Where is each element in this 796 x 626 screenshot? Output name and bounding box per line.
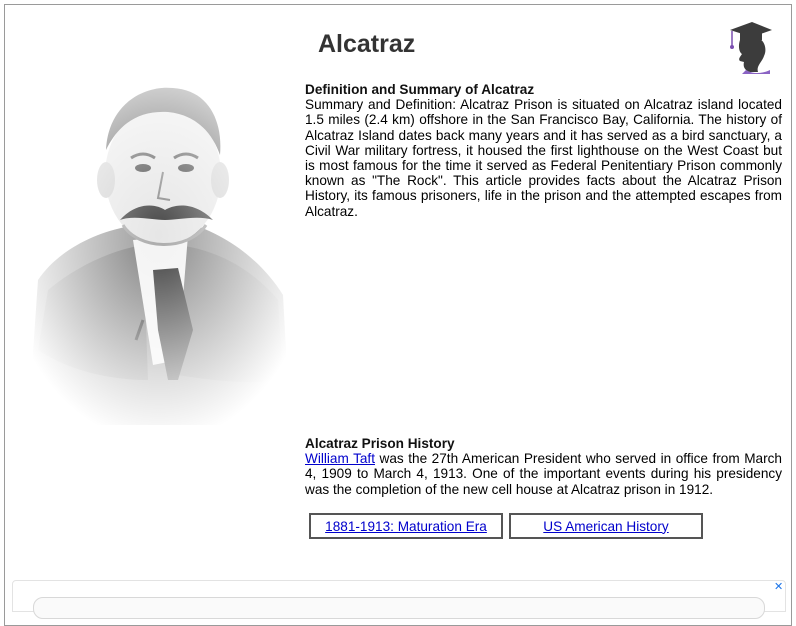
history-section xyxy=(305,436,782,497)
ad-banner[interactable] xyxy=(12,580,786,612)
maturation-era-button[interactable]: 1881-1913: Maturation Era xyxy=(309,513,503,539)
ad-close-icon[interactable]: ✕ xyxy=(774,581,784,593)
definition-heading: Definition and Summary of Alcatraz xyxy=(305,82,535,97)
us-american-history-button[interactable]: US American History xyxy=(509,513,703,539)
definition-body: Summary and Definition: Alcatraz Prison is situated on Alcatraz island located 1.5 miles (2.4 km) offshore in the San Francisco Bay, California. The history of Alcatraz Island dates back many years and it has served as a bird sanctuary, a Civil War military fortress, it housed the first lighthouse on the West Coast but is most famous for the time it served as Federal Penitentiary Prison commonly known as "The Rock". This article provides facts about the Alcatraz Prison History, its famous prisoners, life in the prison and the attempted escapes from Alcatraz. xyxy=(305,97,782,219)
william-taft-portrait xyxy=(28,80,290,425)
history-body-text: was the 27th American President who served in office from March 4, 1909 to March 4, 1913. One of the important events during his presidency was the completion of the new cell house at Alcatraz prison in 1912. xyxy=(305,451,782,497)
history-body xyxy=(305,451,782,497)
definition-section xyxy=(305,82,782,219)
graduate-cap-silhouette-icon xyxy=(726,20,774,74)
history-heading: Alcatraz Prison History xyxy=(305,436,455,451)
page-title: Alcatraz xyxy=(318,30,416,58)
william-taft-link[interactable]: William Taft xyxy=(305,451,375,467)
ad-content[interactable] xyxy=(33,597,765,619)
